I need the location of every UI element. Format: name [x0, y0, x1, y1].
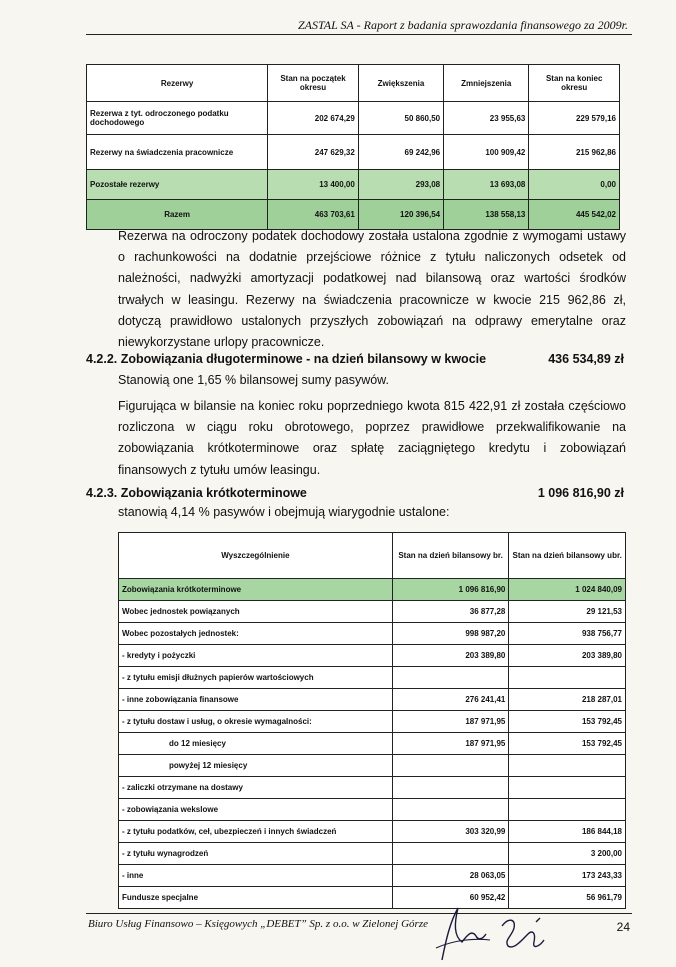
cell-value-previous-year: 186 844,18 — [509, 821, 626, 843]
cell-value: 138 558,13 — [444, 200, 529, 230]
section-amount: 436 534,89 zł — [548, 352, 624, 366]
cell-value-current-year: 1 096 816,90 — [392, 579, 509, 601]
table-row — [119, 799, 626, 821]
table-row — [119, 667, 626, 689]
reserves-table — [86, 64, 620, 230]
cell-value-previous-year: 938 756,77 — [509, 623, 626, 645]
cell-value: 50 860,50 — [358, 102, 443, 135]
section-4-2-2-paragraph: Figurująca w bilansie na koniec roku poprzedniego kwota 815 422,91 zł została częściowo rozliczona w ciągu roku obrotowego, poprzez prawidłowe przekwalifikowanie na zobowiązania krótkoterminowe oraz spłatę zaciągniętego kredytu i zobowiązań finansowych z tytułu umów leasingu. — [118, 399, 626, 477]
cell-value-current-year: 203 389,80 — [392, 645, 509, 667]
row-label: - z tytułu emisji dłużnych papierów wartościowych — [119, 667, 393, 689]
cell-value: 120 396,54 — [358, 200, 443, 230]
footer-text: Biuro Usług Finansowo – Księgowych „DEBET” Sp. z o.o. w Zielonej Górze — [88, 918, 428, 930]
header-rule — [86, 34, 632, 35]
cell-value: 100 909,42 — [444, 135, 529, 170]
cell-value: 293,08 — [358, 170, 443, 200]
table-row — [119, 689, 626, 711]
cell-value-previous-year: 29 121,53 — [509, 601, 626, 623]
table-row — [119, 623, 626, 645]
section-amount: 1 096 816,90 zł — [537, 486, 624, 500]
row-label: Fundusze specjalne — [119, 887, 393, 909]
cell-value: 13 400,00 — [268, 170, 359, 200]
cell-value: 463 703,61 — [268, 200, 359, 230]
cell-value: 229 579,16 — [529, 102, 620, 135]
row-label: Razem — [87, 200, 268, 230]
cell-value-current-year: 187 971,95 — [392, 733, 509, 755]
cell-value-previous-year: 173 243,33 — [509, 865, 626, 887]
row-label: Wobec jednostek powiązanych — [119, 601, 393, 623]
table-row — [87, 135, 620, 170]
cell-value: 202 674,29 — [268, 102, 359, 135]
table-row — [119, 843, 626, 865]
liabilities-table — [118, 532, 626, 909]
table-row — [119, 821, 626, 843]
section-heading-text: 4.2.2. Zobowiązania długoterminowe - na dzień bilansowy w kwocie — [86, 352, 487, 366]
cell-value-previous-year: 153 792,45 — [509, 733, 626, 755]
column-header: Stan na początek okresu — [268, 65, 359, 102]
cell-value-current-year: 187 971,95 — [392, 711, 509, 733]
row-label: - inne — [119, 865, 393, 887]
table-row — [119, 755, 626, 777]
cell-value-previous-year — [509, 799, 626, 821]
row-label: Zobowiązania krótkoterminowe — [119, 579, 393, 601]
row-label: - z tytułu wynagrodzeń — [119, 843, 393, 865]
reserves-paragraph: Rezerwa na odroczony podatek dochodowy została ustalona zgodnie z wymogami ustawy o rachunkowości na dodatnie przejściowe różnice z tytułu naliczonych odsetek od należności, nadwyżki amortyzacji podatkowej nad bilansową oraz wartości środków trwałych w leasingu. Rezerwy na świadczenia pracownicze w kwocie 215 962,86 zł, dotyczą prawidłowo ustalonych przyszłych zobowiązań na odprawy emerytalne oraz niewykorzystane urlopy pracownicze. — [118, 229, 626, 350]
row-label: Rezerwy na świadczenia pracownicze — [87, 135, 268, 170]
column-header: Stan na koniec okresu — [529, 65, 620, 102]
table-row-total — [87, 200, 620, 230]
page-header-title: ZASTAL SA - Raport z badania sprawozdania finansowego za 2009r. — [297, 18, 628, 32]
cell-value-current-year: 36 877,28 — [392, 601, 509, 623]
section-heading-text: 4.2.3. Zobowiązania krótkoterminowe — [86, 486, 307, 500]
cell-value-current-year: 303 320,99 — [392, 821, 509, 843]
cell-value-current-year — [392, 843, 509, 865]
cell-value: 0,00 — [529, 170, 620, 200]
table-row — [119, 601, 626, 623]
column-header: Wyszczególnienie — [119, 533, 393, 579]
cell-value: 215 962,86 — [529, 135, 620, 170]
cell-value-current-year: 276 241,41 — [392, 689, 509, 711]
row-label: Rezerwa z tyt. odroczonego podatku dochodowego — [87, 102, 268, 135]
cell-value-previous-year: 56 961,79 — [509, 887, 626, 909]
section-4-2-3-heading — [86, 486, 624, 500]
row-label: Wobec pozostałych jednostek: — [119, 623, 393, 645]
cell-value-previous-year — [509, 755, 626, 777]
row-label: - zaliczki otrzymane na dostawy — [119, 777, 393, 799]
handwritten-signature — [424, 900, 564, 962]
cell-value-current-year: 28 063,05 — [392, 865, 509, 887]
page-number: 24 — [616, 920, 630, 934]
table-row — [119, 865, 626, 887]
section-4-2-3-line: stanowią 4,14 % pasywów i obejmują wiarygodnie ustalone: — [118, 505, 450, 519]
column-header: Stan na dzień bilansowy ubr. — [509, 533, 626, 579]
row-label: powyżej 12 miesięcy — [119, 755, 393, 777]
row-label: Pozostałe rezerwy — [87, 170, 268, 200]
section-4-2-2-heading — [86, 352, 624, 366]
column-header: Zwiększenia — [358, 65, 443, 102]
cell-value-previous-year: 3 200,00 — [509, 843, 626, 865]
table-row — [87, 102, 620, 135]
cell-value-current-year — [392, 777, 509, 799]
table-row — [119, 777, 626, 799]
cell-value: 23 955,63 — [444, 102, 529, 135]
column-header: Zmniejszenia — [444, 65, 529, 102]
cell-value-previous-year: 203 389,80 — [509, 645, 626, 667]
column-header: Stan na dzień bilansowy br. — [392, 533, 509, 579]
cell-value-current-year — [392, 799, 509, 821]
cell-value-previous-year: 153 792,45 — [509, 711, 626, 733]
table-row — [87, 170, 620, 200]
row-label: - inne zobowiązania finansowe — [119, 689, 393, 711]
row-label: - z tytułu podatków, ceł, ubezpieczeń i innych świadczeń — [119, 821, 393, 843]
row-label: - zobowiązania wekslowe — [119, 799, 393, 821]
cell-value-previous-year — [509, 777, 626, 799]
row-label: do 12 miesięcy — [119, 733, 393, 755]
cell-value: 247 629,32 — [268, 135, 359, 170]
cell-value-current-year: 998 987,20 — [392, 623, 509, 645]
table-row — [119, 645, 626, 667]
cell-value-current-year — [392, 667, 509, 689]
row-label: - kredyty i pożyczki — [119, 645, 393, 667]
cell-value-current-year — [392, 755, 509, 777]
table-row — [119, 733, 626, 755]
cell-value: 69 242,96 — [358, 135, 443, 170]
cell-value: 445 542,02 — [529, 200, 620, 230]
cell-value-previous-year: 1 024 840,09 — [509, 579, 626, 601]
cell-value: 13 693,08 — [444, 170, 529, 200]
row-label: - z tytułu dostaw i usług, o okresie wymagalności: — [119, 711, 393, 733]
cell-value-previous-year — [509, 667, 626, 689]
cell-value-current-year: 60 952,42 — [392, 887, 509, 909]
table-row — [119, 711, 626, 733]
section-4-2-2-line: Stanowią one 1,65 % bilansowej sumy pasywów. — [118, 373, 389, 387]
table-row — [119, 579, 626, 601]
cell-value-previous-year: 218 287,01 — [509, 689, 626, 711]
column-header: Rezerwy — [87, 65, 268, 102]
